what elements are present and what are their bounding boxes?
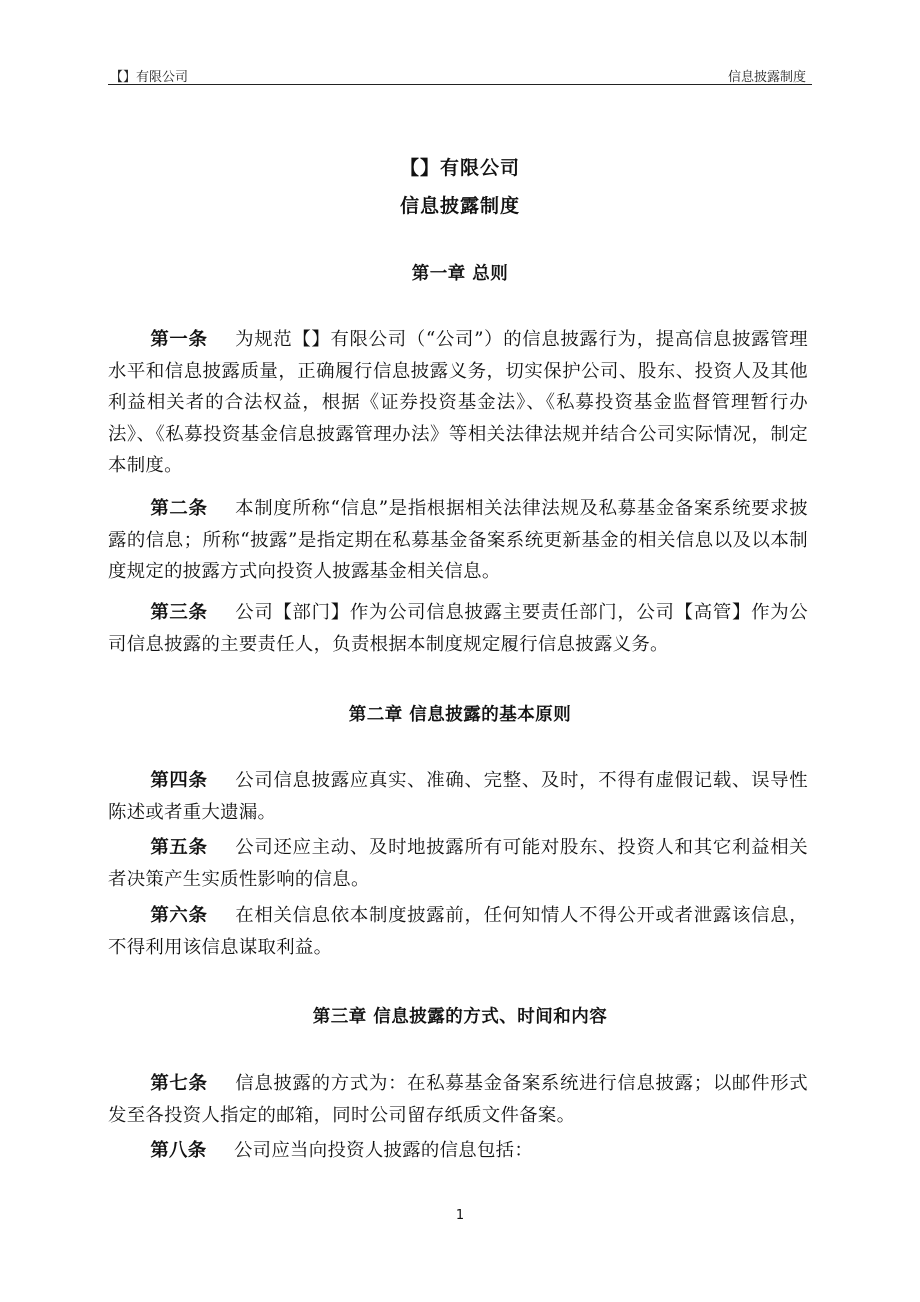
article-label: 第一条 [150,329,208,350]
article-6 [108,900,808,963]
article-label: 第八条 [150,1140,207,1161]
article-7 [108,1068,808,1131]
article-text: 公司【部门】作为公司信息披露主要责任部门，公司【高管】作为公司信息披露的主要责任人，负责根据本制度规定履行信息披露义务。 [108,602,808,655]
article-text: 公司信息披露应真实、准确、完整、及时，不得有虚假记载、误导性陈述或者重大遗漏。 [108,770,808,823]
article-label: 第二条 [150,498,208,519]
header-doc-title: 信息披露制度 [727,70,806,85]
chapter-heading-1: 第一章 总则 [411,264,509,284]
article-3 [108,597,808,660]
article-label: 第六条 [150,905,208,926]
article-5 [108,832,808,895]
article-label: 第三条 [150,602,208,623]
article-8 [108,1135,808,1167]
article-1 [108,324,808,482]
article-text: 为规范【】有限公司（“公司”）的信息披露行为，提高信息披露管理水平和信息披露质量，正确履行信息披露义务，切实保护公司、股东、投资人及其他利益相关者的合法权益，根据《证券投资基金法》、《私募投资基金监督管理暂行办法》、《私募投资基金信息披露管理办法》等相关法律法规并结合公司实际情况，制定本制度。 [108,329,808,476]
chapter-heading-3: 第三章 信息披露的方式、时间和内容 [312,1007,608,1027]
article-label: 第五条 [150,837,208,858]
article-text: 本制度所称“信息”是指根据相关法律法规及私募基金备案系统要求披露的信息；所称“披露”是指定期在私募基金备案系统更新基金的相关信息以及以本制度规定的披露方式向投资人披露基金相关信息。 [108,498,808,582]
article-text: 信息披露的方式为：在私募基金备案系统进行信息披露；以邮件形式发至各投资人指定的邮箱，同时公司留存纸质文件备案。 [108,1073,808,1126]
article-text: 在相关信息依本制度披露前，任何知情人不得公开或者泄露该信息，不得利用该信息谋取利益。 [108,905,808,958]
header-company: 【】有限公司 [110,70,189,85]
article-text: 公司还应主动、及时地披露所有可能对股东、投资人和其它利益相关者决策产生实质性影响的信息。 [108,837,808,890]
article-4 [108,765,808,828]
article-label: 第七条 [150,1073,208,1094]
article-2 [108,493,808,588]
chapter-heading-2: 第二章 信息披露的基本原则 [348,705,572,725]
page-header [108,62,812,85]
article-text: 公司应当向投资人披露的信息包括： [233,1140,534,1161]
page-number: 1 [455,1208,465,1223]
document-company-title: 【】有限公司 [399,157,520,179]
article-label: 第四条 [150,770,208,791]
document-title: 信息披露制度 [399,195,520,217]
